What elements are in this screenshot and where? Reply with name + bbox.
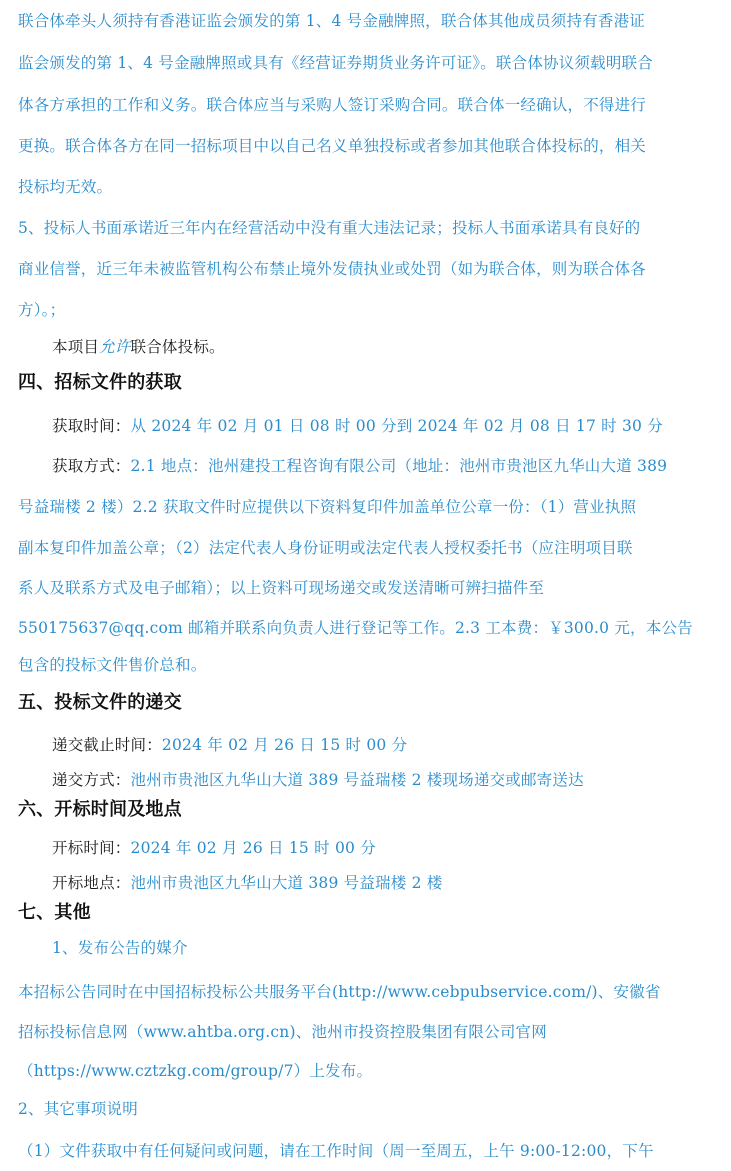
get-time-value: 从 2024 年 02 月 01 日 08 时 00 分到 2024 年 02 月 08 日 17 时 30 分 [130, 417, 663, 435]
get-way-line-4: 系人及联系方式及电子邮箱）；以上资料可现场递交或发送清晰可辨扫描件至 [18, 579, 545, 597]
submit-way-value: 池州市贵池区九华山大道 389 号益瑞楼 2 楼现场递交或邮寄送达 [130, 771, 584, 789]
consortium-text-line-1: 联合体牵头人须持有香港证监会颁发的第 1、4 号金融牌照，联合体其他成员须持有香港证 [18, 12, 645, 30]
get-way-line-6: 包含的投标文件售价总和。 [18, 656, 207, 674]
statement-prefix: 本项目 [52, 338, 100, 356]
statement-suffix: 联合体投标。 [130, 338, 225, 356]
consortium-text-line-5: 投标均无效。 [18, 178, 113, 196]
section-5-heading: 五、投标文件的递交 [18, 692, 182, 713]
other-notes-subheading: 2、其它事项说明 [18, 1100, 138, 1118]
requirement-5-line-2: 商业信誉，近三年未被监管机构公布禁止境外发债执业或处罚（如为联合体，则为联合体各 [18, 260, 647, 278]
get-time-label: 获取时间： [52, 417, 131, 435]
get-way-line-3: 副本复印件加盖公章；（2）法定代表人身份证明或法定代表人授权委托书（应注明项目联 [18, 539, 633, 557]
get-way-line-1: 2.1 地点：池州建投工程咨询有限公司（地址：池州市贵池区九华山大道 389 [130, 457, 668, 475]
submit-way-row [52, 770, 584, 790]
media-line-1: 本招标公告同时在中国招标投标公共服务平台(http://www.cebpubservice.com/)、安徽省 [18, 983, 661, 1001]
open-place-label: 开标地点： [52, 874, 131, 892]
consortium-text-line-4: 更换。联合体各方在同一招标项目中以自己名义单独投标或者参加其他联合体投标的，相关 [18, 137, 647, 155]
get-way-line-2: 号益瑞楼 2 楼）2.2 获取文件时应提供以下资料复印件加盖单位公章一份：（1）营业执照 [18, 498, 637, 516]
open-place-value: 池州市贵池区九华山大道 389 号益瑞楼 2 楼 [130, 874, 443, 892]
section-7-heading: 七、其他 [18, 902, 91, 923]
open-time-value: 2024 年 02 月 26 日 15 时 00 分 [130, 839, 376, 857]
section-6-heading: 六、开标时间及地点 [18, 799, 182, 820]
get-way-row [52, 456, 667, 476]
get-way-line-5: 550175637@qq.com 邮箱并联系向负责人进行登记等工作。2.3 工本费：￥300.0 元，本公告 [18, 619, 693, 637]
consortium-text-line-2: 监会颁发的第 1、4 号金融牌照或具有《经营证券期货业务许可证》。联合体协议须载明联合 [18, 54, 653, 72]
consortium-allowed-statement [52, 337, 225, 357]
media-line-3: （https://www.cztzkg.com/group/7）上发布。 [18, 1062, 373, 1080]
other-notes-line-1: （1）文件获取中有任何疑问或问题，请在工作时间（周一至周五，上午 9:00-12:00，下午 [18, 1142, 654, 1160]
submit-deadline-label: 递交截止时间： [52, 736, 162, 754]
get-way-label: 获取方式： [52, 457, 131, 475]
section-4-heading: 四、招标文件的获取 [18, 372, 182, 393]
requirement-5-line-3: 方）。； [18, 301, 66, 319]
get-time-row [52, 416, 663, 436]
submit-deadline-row [52, 735, 407, 755]
media-subheading: 1、发布公告的媒介 [52, 939, 188, 957]
submit-way-label: 递交方式： [52, 771, 131, 789]
open-time-row [52, 838, 376, 858]
requirement-5-line-1: 5、投标人书面承诺近三年内在经营活动中没有重大违法记录；投标人书面承诺具有良好的 [18, 219, 641, 237]
consortium-text-line-3: 体各方承担的工作和义务。联合体应当与采购人签订采购合同。联合体一经确认，不得进行 [18, 96, 647, 114]
submit-deadline-value: 2024 年 02 月 26 日 15 时 00 分 [161, 736, 408, 754]
media-line-2: 招标投标信息网（www.ahtba.org.cn)、池州市投资控股集团有限公司官网 [18, 1023, 547, 1041]
open-place-row [52, 873, 442, 893]
open-time-label: 开标时间： [52, 839, 131, 857]
allowed-word: 允许 [99, 338, 131, 356]
